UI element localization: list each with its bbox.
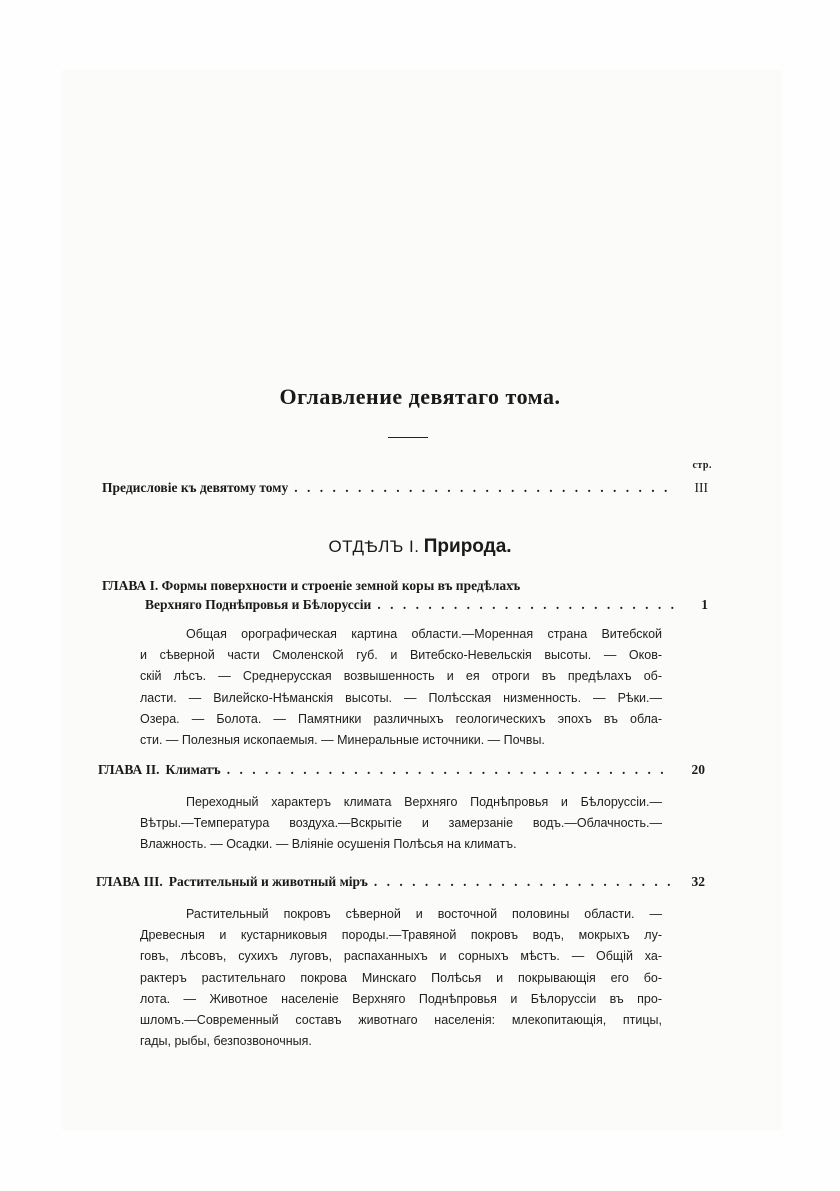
summary-line: шломъ.—Современный составъ животнаго населенія: млекопитающія, птицы,	[140, 1013, 662, 1028]
summary-line: и сѣверной части Смоленской губ. и Витебско-Невельскія высоты. — Оков-	[140, 648, 662, 663]
chapter-2-entry	[98, 762, 705, 778]
summary-line: Древесныя и кустарниковыя породы.—Травяной покровъ водъ, мокрыхъ лу-	[140, 928, 662, 943]
chapter-2-summary	[140, 792, 662, 856]
summary-line: Вѣтры.—Температура воздуха.—Вскрытіе и замерзаніе водъ.—Облачность.—	[140, 816, 662, 831]
chapter-1-title-line1: Формы поверхности и строеніе земной коры въ предѣлахъ	[161, 578, 521, 593]
chapter-1-summary	[140, 624, 662, 751]
summary-line: Переходный характеръ климата Верхняго Поднѣпровья и Бѣлоруссіи.—	[186, 795, 662, 809]
section-label: ОТДѢЛЪ I.	[328, 537, 420, 556]
preface-entry	[102, 480, 708, 496]
chapter-1-entry	[145, 597, 708, 613]
section-heading	[0, 536, 840, 558]
summary-line: рактеръ растительнаго покрова Минскаго Полѣсья и покрывающія его бо-	[140, 970, 662, 985]
summary-line: Влажность. — Осадки. — Вліяніе осушенія Полѣсья на климатъ.	[140, 837, 517, 852]
chapter-3-entry	[96, 874, 705, 890]
chapter-1-title-line2: Верхняго Поднѣпровья и Бѣлоруссіи	[145, 597, 372, 612]
chapter-2-page: 20	[691, 762, 705, 777]
dot-leader	[227, 762, 671, 778]
summary-line: Растительный покровъ сѣверной и восточной половины области. —	[186, 907, 662, 921]
summary-line: лота. — Животное населеніе Верхняго Поднѣпровья и Бѣлоруссіи въ про-	[140, 991, 662, 1006]
chapter-3-page: 32	[691, 874, 705, 889]
dot-leader	[294, 480, 674, 496]
summary-line: скій лѣсъ. — Среднерусская возвышенность и ея отроги въ предѣлахъ об-	[140, 669, 662, 684]
preface-label: Предисловіе къ девятому тому	[102, 480, 289, 495]
summary-line: Озера. — Болота. — Памятники различныхъ геологическихъ эпохъ въ обла-	[140, 711, 662, 726]
chapter-1-number: ГЛАВА I.	[102, 578, 159, 593]
preface-page: III	[694, 480, 708, 495]
summary-line: говъ, лѣсовъ, сухихъ луговъ, распаханныхъ и сорныхъ мѣстъ. — Общій ха-	[140, 949, 662, 964]
chapter-3-number: ГЛАВА III.	[96, 874, 163, 889]
summary-line: гады, рыбы, безпозвоночныя.	[140, 1034, 312, 1049]
chapter-1-heading	[102, 578, 520, 594]
chapter-3-summary	[140, 904, 662, 1052]
summary-line: Общая орографическая картина области.—Моренная страна Витебской	[186, 627, 662, 641]
title-divider	[388, 437, 428, 438]
summary-line: ласти. — Вилейско-Нѣманскія высоты. — Полѣсская низменность. — Рѣки.—	[140, 690, 662, 705]
dot-leader	[377, 597, 674, 613]
page-title: Оглавление девятаго тома.	[279, 384, 561, 409]
summary-line: сти. — Полезныя ископаемыя. — Минеральные источники. — Почвы.	[140, 733, 545, 748]
dot-leader	[374, 874, 671, 890]
page-column-label: стр.	[692, 460, 712, 471]
chapter-2-number: ГЛАВА II.	[98, 762, 160, 777]
section-name: Природа.	[423, 536, 512, 557]
chapter-3-title: Растительный и животный міръ	[168, 874, 368, 889]
chapter-1-page: 1	[701, 597, 708, 612]
chapter-2-title: Климатъ	[165, 762, 221, 777]
